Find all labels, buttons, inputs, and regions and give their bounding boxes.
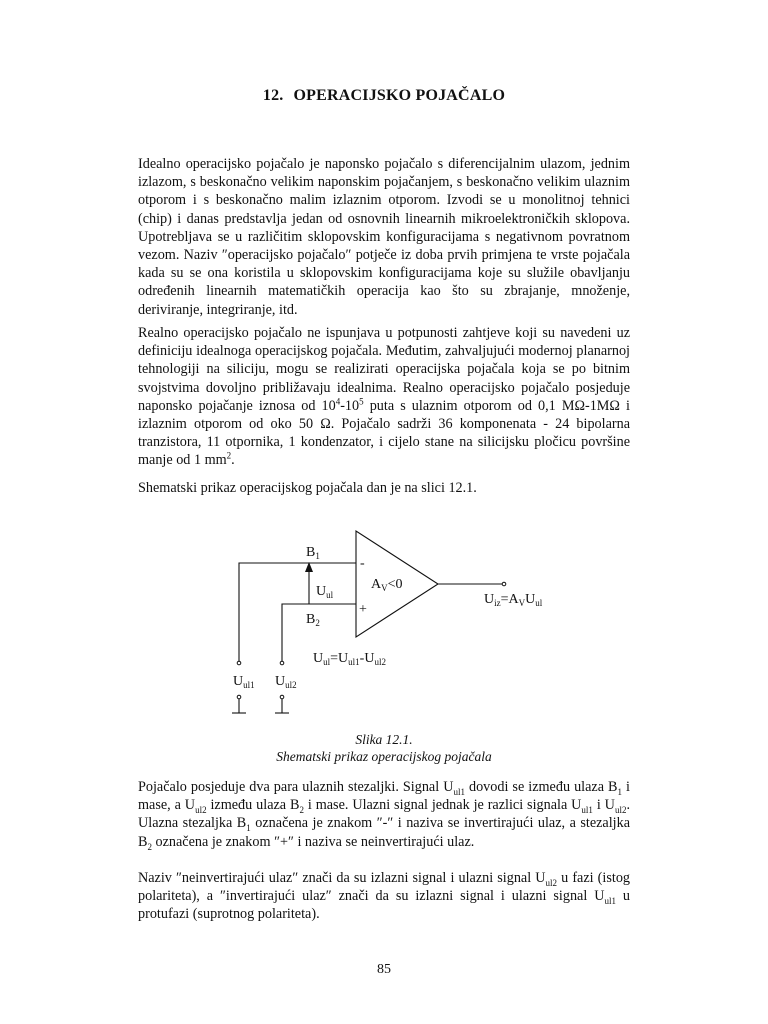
figure-caption-text: Shematski prikaz operacijskog pojačala: [276, 749, 492, 764]
label-in1: $U_{ul1}$: [233, 674, 255, 690]
terminal-ul2-bottom: [280, 695, 284, 699]
label-plus: +: [359, 602, 367, 617]
wire-b1: [239, 563, 356, 662]
paragraph-1: Idealno operacijsko pojačalo je naponsko pojačalo s diferencijalnim ulazom, jednim izlazom, s beskonačno velikim naponskim pojačanjem, s beskonačno velikim ulaznim otporom i s beskonačno malim izlaznim otporom. Izvodi se u monolitnoj tehnici (chip) i danas predstavlja jedan od osnovnih linearnih mikroelektroničkih sklopova. Upotrebljava se u različitim sklopovskim konfiguracijama s negativnom povratnom vezom. Naziv ″operacijsko pojačalo″ potječe iz doba prvih primjena te vrste pojačala kada su se ona koristila u sklopovskim konfiguracijama koje su služile obavljanju određenih linearnih matematičkih operacija kao što su zbrajanje, množenje, deriviranje, integriranje, itd.: [138, 156, 630, 318]
terminal-output: [502, 582, 506, 586]
paragraph-2: Realno operacijsko pojačalo ne ispunjava u potpunosti zahtjeve koji su navedeni uz definiciju idealnoga operacijskog pojačala. Međutim, zahvaljujući modernoj planarnoj tehnologiji na siliciju, mogu se realizirati operacijska pojačala koja se po bitnim svojstvima dovoljno približavaju idealnima. Realno operacijsko pojačalo posjeduje naponsko pojačanje iznosa od $10^4-10^5$ puta s ulaznim otporom od 0,1 MΩ-1MΩ i izlaznim otporom od oko 50 Ω. Pojačalo sadrži 36 komponenata - 24 bipolarna tranzistora, 11 otpornika, 1 kondenzator, i cijelo stane na silicijsku pločicu površine manje od 1 $mm^2$.: [138, 325, 630, 469]
paragraph-3: Shematski prikaz operacijskog pojačala dan je na slici 12.1.: [138, 480, 477, 496]
label-b2: $B_2$: [306, 612, 320, 628]
label-gain: $A_V<0$: [371, 577, 403, 593]
terminal-ul2-top: [280, 661, 284, 665]
figure-caption-number: Slika 12.1.: [355, 732, 413, 747]
label-output: $U_{iz}=A_VU_{ul}$: [484, 592, 543, 608]
chapter-number: 12.: [262, 87, 284, 104]
page-number: 85: [377, 962, 391, 977]
label-uul: $U_{ul}$: [316, 584, 334, 600]
label-equation: $U_{ul}=U_{ul1}-U_{ul2}$: [313, 651, 386, 667]
label-minus: -: [360, 556, 365, 571]
label-b1: $B_1$: [306, 545, 320, 561]
terminal-ul1-top: [237, 661, 241, 665]
paragraph-4: Pojačalo posjeduje dva para ulaznih stezaljki. Signal $U_{ul1}$ dovodi se između ulaza $B_1$ i mase, a $U_{ul2}$ između ulaza $B_2$ i mase. Ulazni signal jednak je razlici signala $U_{ul1}$ i $U_{ul2}$. Ulazna stezaljka $B_1$ označena je znakom ″-″ i naziva se invertirajući ulaz, a stezaljka $B_2$ označena je znakom ″+″ i naziva se neinvertirajući ulaz.: [138, 779, 630, 852]
terminal-ul1-bottom: [237, 695, 241, 699]
label-in2: $U_{ul2}$: [275, 674, 297, 690]
paragraph-5: Naziv ″neinvertirajući ulaz″ znači da su izlazni signal i ulazni signal $U_{ul2}$ u fazi (istog polariteta), a ″invertirajući ulaz″ znači da su izlazni signal i ulazni signal $U_{ul1}$ u protufazi (suprotnog polariteta).: [138, 870, 631, 923]
chapter-title: OPERACIJSKO POJAČALO: [293, 87, 506, 104]
